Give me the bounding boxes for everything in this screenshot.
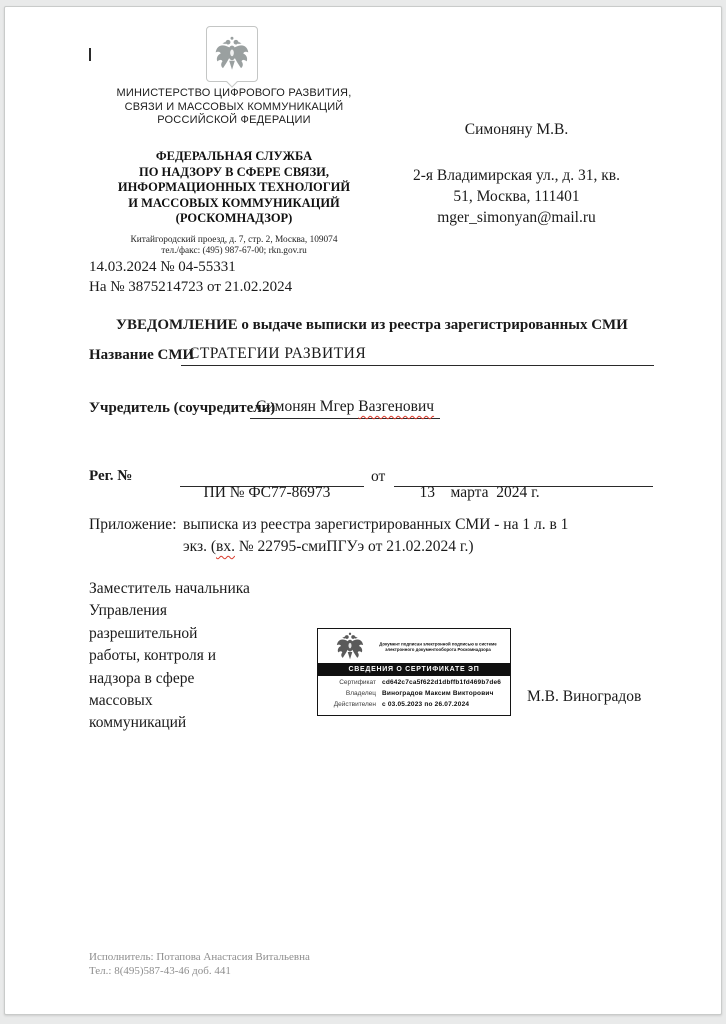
incoming-number: На № 3875214723 от 21.02.2024 [89,278,293,295]
service-line: ИНФОРМАЦИОННЫХ ТЕХНОЛОГИЙ [117,180,351,194]
stamp-row-owner [318,690,510,701]
attachment-line2-post: № 22795-смиПГУэ от 21.02.2024 г.) [234,538,474,555]
service-address [69,235,399,257]
recipient-address-line: mger_simonyan@mail.ru [437,209,596,226]
stamp-header-text-wrap [367,637,510,656]
reg-number-value: ПИ № ФС77-86973 [203,484,331,501]
ministry-line: РОССИЙСКОЙ ФЕДЕРАЦИИ [157,114,311,126]
stamp-row-validity [318,701,510,712]
ministry-line: СВЯЗИ И МАССОВЫХ КОММУНИКАЦИЙ [124,100,344,113]
validity-value: с 03.05.2023 по 26.07.2024 [382,701,470,708]
double-eagle-icon [214,32,250,76]
signer-position-line: массовых [89,692,153,710]
stamp-header [318,629,510,663]
executor-line: Исполнитель: Потапова Анастасия Витальевна [89,951,310,963]
stamp-certificate-rows [318,676,510,712]
attachment-line2 [183,538,474,556]
certificate-label: Сертификат [339,679,376,686]
reg-number-label: Рег. № [89,468,133,484]
document-page [4,6,722,1015]
digital-signature-stamp [317,628,511,716]
coat-of-arms-box [206,26,258,82]
attachment-line1: выписка из реестра зарегистрированных СМИ - на 1 л. в 1 [183,516,569,533]
text-cursor [89,48,91,61]
validity-label: Действителен [333,701,376,708]
signer-position-line: Заместитель начальника [89,580,250,597]
federal-service-header [69,149,399,227]
signer-position-line: Управления [89,602,167,620]
service-line: И МАССОВЫХ КОММУНИКАЦИЙ [128,195,340,210]
owner-value: Виноградов Максим Викторович [382,690,494,697]
certificate-value: cd642c7ca5f622d1dbffb1fd469b7de6 [382,679,502,686]
signer-name: М.В. Виноградов [527,688,642,705]
ministry-header [69,87,399,128]
founder-label: Учредитель (соучредители) [89,400,276,416]
media-name-label: Название СМИ [89,347,195,363]
attachment-line2-pre: экз. ( [183,538,217,555]
founder-field [250,398,440,419]
stamp-eagle-icon [333,632,367,661]
media-name-field [181,345,654,366]
stamp-header-text: Документ подписан электронной подписью в системе электронного документооборота Роскомнадзора [379,641,497,652]
service-line: ПО НАДЗОРУ В СФЕРЕ СВЯЗИ, [138,164,330,179]
reg-number-field [180,466,364,501]
attachment-label: Приложение: [89,516,177,533]
founder-value-misspelled: Вазгенович [358,398,435,415]
stamp-row-certificate [318,679,510,690]
recipient-address [394,165,639,228]
emblem-box-tab [226,76,237,87]
reference-numbers [89,258,292,297]
stamp-band-title: СВЕДЕНИЯ О СЕРТИФИКАТЕ ЭП [318,663,510,676]
service-line: ФЕДЕРАЛЬНАЯ СЛУЖБА [155,149,313,163]
attachment-line2-misspelled: вх. [216,538,235,555]
owner-label: Владелец [345,690,376,697]
signer-position-line: надзора в сфере [89,669,195,687]
signer-position-line: работы, контроля и [89,647,217,665]
media-name-value: СТРАТЕГИИ РАЗВИТИЯ [189,345,367,362]
recipient-name: Симоняну М.В. [464,121,569,138]
document-title: УВЕДОМЛЕНИЕ о выдаче выписки из реестра зарегистрированных СМИ [116,317,628,333]
ministry-line: МИНИСТЕРСТВО ЦИФРОВОГО РАЗВИТИЯ, [116,87,352,99]
signer-position [89,578,309,735]
recipient-address-line: 51, Москва, 111401 [453,188,580,205]
signer-position-line: коммуникаций [89,714,187,732]
executor-phone: Тел.: 8(495)587-43-46 доб. 441 [89,964,231,977]
founder-value: Симонян Мгер [256,398,359,415]
service-address-line: тел./факс: (495) 987-67-00; rkn.gov.ru [161,245,307,256]
executor-footer [89,951,310,978]
service-line: (РОСКОМНАДЗОР) [175,211,293,225]
recipient-address-line: 2-я Владимирская ул., д. 31, кв. [412,167,620,184]
service-address-line: Китайгородский проезд, д. 7, стр. 2, Москва, 109074 [130,235,338,245]
reg-date-preposition: от [371,468,386,485]
outgoing-number: 14.03.2024 № 04-55331 [89,259,236,275]
reg-date-value: 13 марта 2024 г. [419,484,540,501]
signer-position-line: разрешительной [89,624,198,642]
reg-date-field [394,466,653,501]
